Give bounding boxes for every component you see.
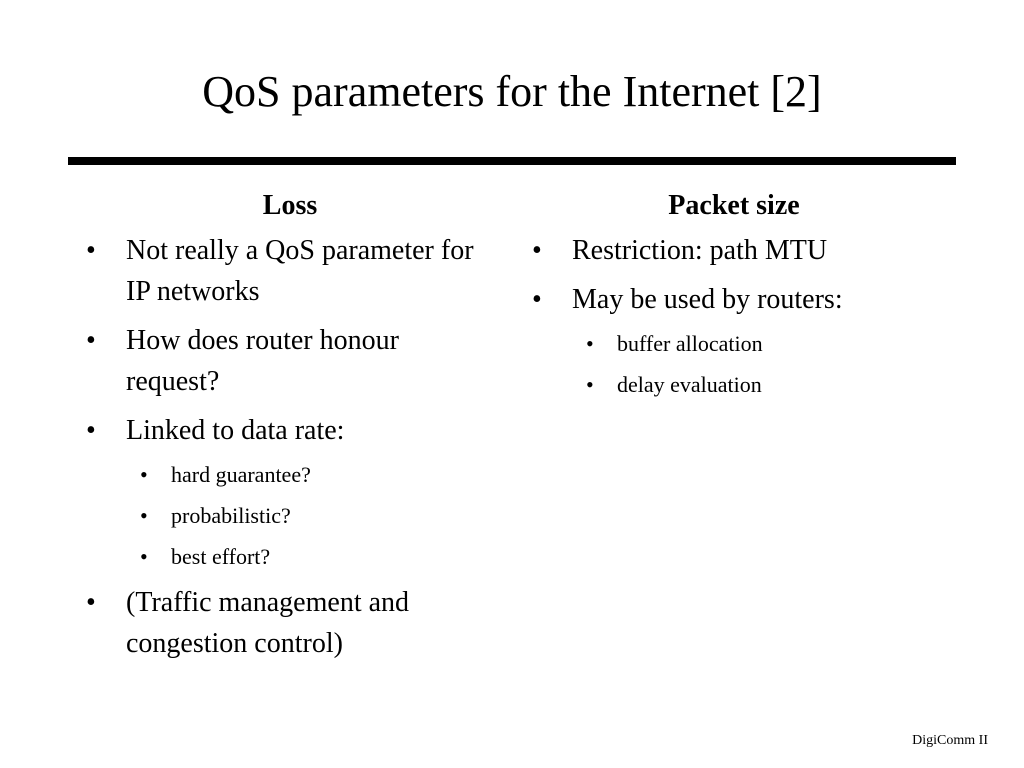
list-item <box>524 279 944 320</box>
sub-list-item <box>78 541 498 573</box>
bullet-icon: • <box>532 284 542 315</box>
packet-size-column <box>524 188 944 410</box>
sub-bullet-text: hard guarantee? <box>171 462 311 487</box>
bullet-text: Not really a QoS parameter for IP networks <box>126 235 474 307</box>
sub-list-item <box>524 328 944 360</box>
bullet-icon: • <box>140 462 148 487</box>
sub-bullet-text: buffer allocation <box>617 331 763 356</box>
bullet-icon: • <box>532 235 542 266</box>
loss-column <box>78 188 498 672</box>
list-item <box>78 582 498 664</box>
bullet-text: How does router honour request? <box>126 325 399 397</box>
sub-bullet-text: best effort? <box>171 544 271 569</box>
sub-list-item <box>524 369 944 401</box>
sub-bullet-text: delay evaluation <box>617 372 762 397</box>
bullet-text: Restriction: path MTU <box>572 235 828 266</box>
list-item <box>524 230 944 271</box>
list-item <box>78 410 498 451</box>
loss-bullet-list <box>78 230 498 451</box>
bullet-icon: • <box>586 331 594 356</box>
bullet-icon: • <box>586 372 594 397</box>
slide-footer: DigiComm II <box>912 733 988 748</box>
packet-size-sub-list <box>524 328 944 401</box>
bullet-text: Linked to data rate: <box>126 415 345 446</box>
loss-sub-list <box>78 459 498 573</box>
loss-bullet-list-cont <box>78 582 498 664</box>
bullet-icon: • <box>86 235 96 266</box>
bullet-text: May be used by routers: <box>572 284 843 315</box>
bullet-icon: • <box>86 587 96 618</box>
list-item <box>78 320 498 402</box>
loss-heading: Loss <box>262 190 318 221</box>
slide-title: QoS parameters for the Internet [2] <box>202 67 822 116</box>
packet-size-heading: Packet size <box>668 190 800 221</box>
bullet-icon: • <box>140 503 148 528</box>
sub-bullet-text: probabilistic? <box>171 503 291 528</box>
bullet-icon: • <box>86 415 96 446</box>
bullet-text: (Traffic management and congestion control) <box>126 587 410 659</box>
bullet-icon: • <box>86 325 96 356</box>
bullet-icon: • <box>140 544 148 569</box>
packet-size-bullet-list <box>524 230 944 320</box>
sub-list-item <box>78 500 498 532</box>
list-item <box>78 230 498 312</box>
sub-list-item <box>78 459 498 491</box>
title-divider <box>68 157 956 165</box>
